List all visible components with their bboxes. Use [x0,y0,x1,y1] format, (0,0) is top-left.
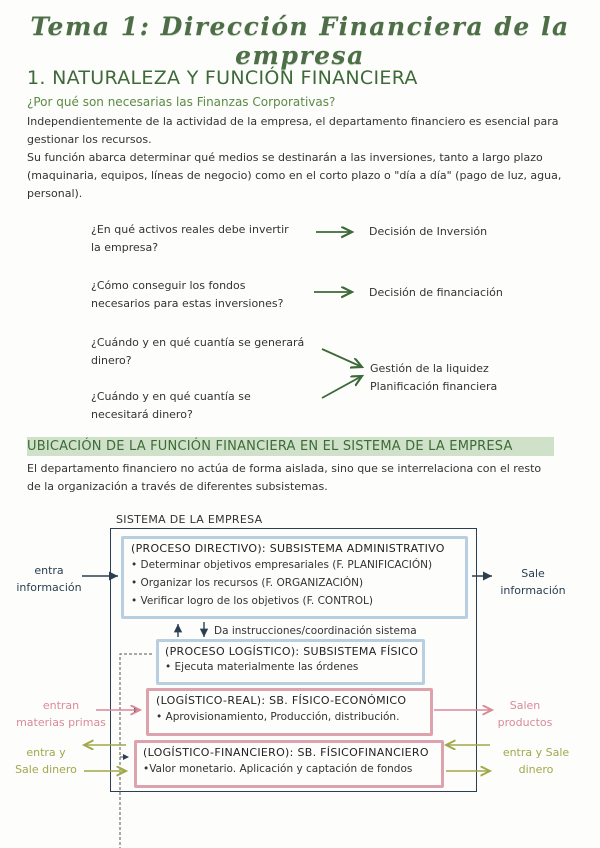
side-label-line: entran [42,699,80,712]
side-label-line: dinero [518,763,554,776]
arrow-liquidez-bottom [322,376,362,398]
question-line: dinero? [91,354,132,367]
section-question: ¿Por qué son necesarias las Finanzas Corporativas? [27,95,336,109]
side-label-line: entra y [26,746,66,759]
question-line: necesitará dinero? [91,408,193,421]
side-label-line: información [500,584,566,597]
side-label-line: Sale [521,567,545,580]
page-title: Tema 1: Dirección Financiera de la empresa [30,12,570,70]
question-line: ¿Cómo conseguir los fondos [91,279,246,292]
answer-line: Planificación financiera [370,380,498,393]
question-line: la empresa? [91,241,159,254]
side-label-line: Sale dinero [15,763,77,776]
question-line: necesarios para estas inversiones? [91,297,284,310]
connector-dashed [120,654,152,848]
box-heading: (LOGÍSTICO-FINANCIERO): SB. FÍSICOFINANCIERO [143,746,429,759]
question-line: ¿Cuándo y en qué cuantía se [91,390,251,403]
side-label-line: productos [497,716,553,729]
box-item: •Valor monetario. Aplicación y captación de fondos [143,763,413,775]
side-label-line: información [16,581,82,594]
box-item: • Aprovisionamiento, Producción, distribución. [156,711,400,723]
decision-answer-inversion: Decisión de Inversión [369,225,488,238]
paragraph-line: Independientemente de la actividad de la empresa, el departamento financiero es esencial para [27,115,559,128]
box-item: • Determinar objetivos empresariales (F. PLANIFICACIÓN) [131,559,433,571]
side-label-line: materias primas [16,716,106,729]
paragraph-line: Su función abarca determinar qué medios se destinarán a las inversiones, tanto a largo plazo [27,151,543,164]
box-item: • Ejecuta materialmente las órdenes [165,661,359,673]
paragraph-line: gestionar los recursos. [27,133,152,146]
question-line: ¿Cuándo y en qué cuantía se generará [91,336,305,349]
answer-line: Gestión de la liquidez [370,362,489,375]
system-label: SISTEMA DE LA EMPRESA [116,513,263,526]
side-label-line: Salen [509,699,541,712]
question-line: ¿En qué activos reales debe invertir [91,223,289,236]
paragraph-line: de la organización a través de diferentes subsistemas. [27,480,328,493]
paragraph-line: personal). [27,187,83,200]
side-label-line: entra y Sale [502,746,570,759]
box-item: • Organizar los recursos (F. ORGANIZACIÓN) [131,577,364,589]
paragraph-line: (maquinaria, equipos, líneas de negocio) como en el corto plazo o "día a día" (pago de luz, agua, [27,169,562,182]
paragraph-line: El departamento financiero no actúa de forma aislada, sino que se interrelaciona con el resto [27,462,542,475]
side-label-line: entra [34,564,64,577]
decision-answer-financiacion: Decisión de financiación [369,286,503,299]
section-heading-ubicacion: UBICACIÓN DE LA FUNCIÓN FINANCIERA EN EL SISTEMA DE LA EMPRESA [27,437,554,456]
box-heading: (LOGÍSTICO-REAL): SB. FÍSICO-ECONÓMICO [156,694,407,707]
box-item: • Verificar logro de los objetivos (F. CONTROL) [131,595,373,607]
instructions-label: Da instrucciones/coordinación sistema [214,625,417,637]
section-heading-naturaleza: 1. NATURALEZA Y FUNCIÓN FINANCIERA [27,67,418,89]
box-heading: (PROCESO DIRECTIVO): SUBSISTEMA ADMINISTRATIVO [131,542,445,555]
box-heading: (PROCESO LOGÍSTICO): SUBSISTEMA FÍSICO [165,645,419,658]
arrow-liquidez-top [322,349,362,367]
